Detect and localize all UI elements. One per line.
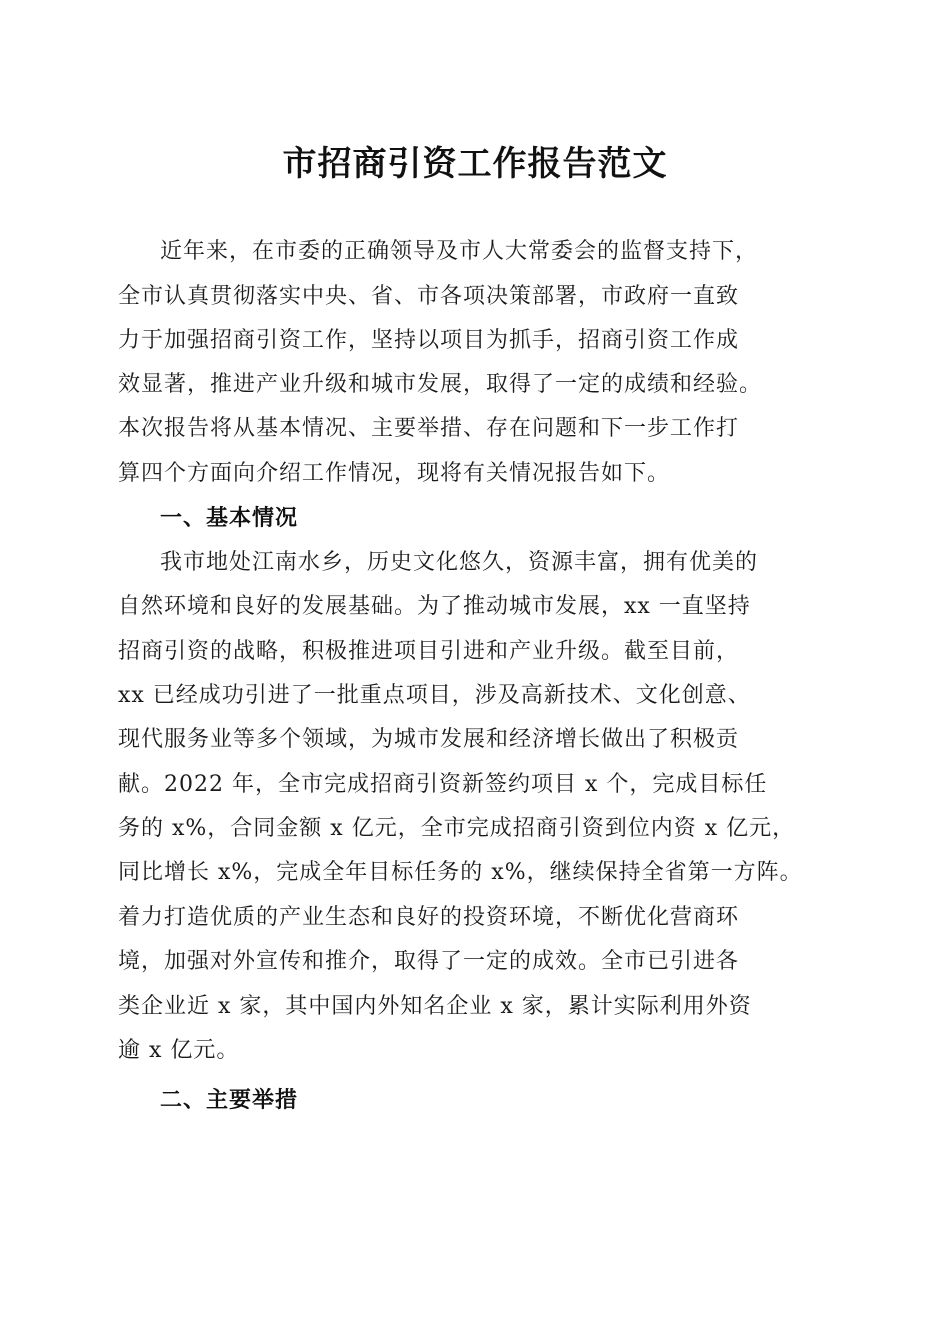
section-1-line-6: 献。2022 年，全市完成招商引资新签约项目 x 个，完成目标任 (118, 772, 768, 797)
section-1-line-9: 着力打造优质的产业生态和良好的投资环境，不断优化营商环 (118, 905, 740, 930)
section-1-line-7: 务的 x%，合同金额 x 亿元，全市完成招商引资到位内资 x 亿元， (118, 816, 796, 841)
section-1-line-8: 同比增长 x%，完成全年目标任务的 x%，继续保持全省第一方阵。 (118, 860, 803, 885)
section-1-line-11: 类企业近 x 家，其中国内外知名企业 x 家，累计实际利用外资 (118, 994, 752, 1019)
section-1-line-12: 逾 x 亿元。 (118, 1038, 240, 1063)
intro-line-3: 力于加强招商引资工作，坚持以项目为抓手，招商引资工作成 (118, 328, 740, 353)
section-1-line-5: 现代服务业等多个领域，为城市发展和经济增长做出了积极贡 (118, 727, 740, 752)
section-1-line-4: xx 已经成功引进了一批重点项目，涉及高新技术、文化创意、 (118, 683, 751, 708)
intro-line-2: 全市认真贯彻落实中央、省、市各项决策部署，市政府一直致 (118, 284, 740, 309)
section-1-line-2: 自然环境和良好的发展基础。为了推动城市发展，xx 一直坚持 (118, 594, 751, 619)
section-2-heading: 二、主要举措 (160, 1088, 299, 1113)
intro-line-5: 本次报告将从基本情况、主要举措、存在问题和下一步工作打 (118, 416, 740, 441)
section-1-line-10: 境，加强对外宣传和推介，取得了一定的成效。全市已引进各 (118, 949, 740, 974)
section-1-heading: 一、基本情况 (160, 506, 299, 531)
intro-line-1: 近年来，在市委的正确领导及市人大常委会的监督支持下， (160, 239, 759, 264)
section-1-line-1: 我市地处江南水乡，历史文化悠久，资源丰富，拥有优美的 (160, 550, 759, 575)
intro-line-6: 算四个方面向介绍工作情况，现将有关情况报告如下。 (118, 461, 671, 486)
intro-line-4: 效显著，推进产业升级和城市发展，取得了一定的成绩和经验。 (118, 372, 763, 397)
section-1-line-3: 招商引资的战略，积极推进项目引进和产业升级。截至目前， (118, 639, 740, 664)
document-title: 市招商引资工作报告范文 (282, 144, 668, 184)
